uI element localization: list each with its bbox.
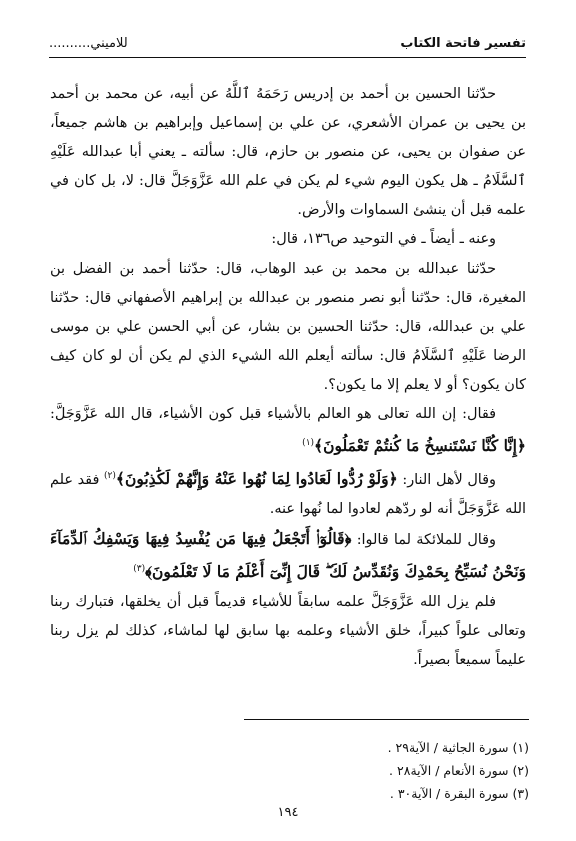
footnote-mark-2: (٢) — [104, 471, 116, 482]
paragraph-4: فقال: إن الله تعالى هو العالم بالأشياء قبل كون الأشياء، قال الله عَزَّوَجَلَّ: ﴿إِنَّا كُنَّا نَسْتَنسِخُ مَا كُنتُمْ تَعْمَلُونَ﴾$^{(١)}$ — [50, 406, 526, 455]
quran-verse-2: ﴿وَلَوْ رُدُّوا لَعَادُوا لِمَا نُهُوا عَنْهُ وَإِنَّهُمْ لَكَٰذِبُونَ﴾ — [115, 468, 398, 488]
footnote-1: (١) سورة الجاثية / الآية٢٩ . — [387, 740, 529, 755]
main-text — [50, 80, 526, 675]
footnote-separator — [244, 719, 529, 720]
page-number: ١٩٤ — [277, 805, 299, 820]
paragraph-7: فلم يزل الله عَزَّوَجَلَّ علمه سابقاً للأشياء قديماً قبل أن يخلقها، فتبارك ربنا وتعالى علواً كبيراً، خلق الأشياء وعلمه بها سابق لها لماشاء، كذلك لم يزل ربنا عليماً سميعاً بصيراً. — [50, 593, 526, 669]
footnote-mark-3: (٣) — [133, 564, 146, 575]
paragraph-2: وعنه ـ أيضاً ـ في التوحيد ص١٣٦، قال: — [271, 231, 496, 248]
paragraph-6: وقال للملائكة لما قالوا: ﴿قَالُوٓا۟ أَتَجْعَلُ فِيهَا مَن يُفْسِدُ فِيهَا وَيَسْفِكُ ٱلدِّمَآءَ وَنَحْنُ نُسَبِّحُ بِحَمْدِكَ وَنُقَدِّسُ لَكَ ۖ قَالَ إِنِّىٓ أَعْلَمُ مَا لَا تَعْلَمُونَ﴾$^{(٣)}$ — [50, 529, 526, 581]
header-author: ..........للاميني — [49, 36, 128, 51]
footnote-mark-1: (١) — [302, 438, 315, 449]
paragraph-1: حدّثنا الحسين بن أحمد بن إدريس رَحَمَهُ ٱللَّهُ عن أبيه، عن محمد بن أحمد بن يحيى بن عمران الأشعري، عن علي بن إسماعيل وإبراهيم بن هاشم جميعاً، عن صفوان بن يحيى، عن منصور بن حازم، قال: سألته ـ يعني أبا عبدالله عَلَيْهِ ٱلسَّلَامُ ـ هل يكون اليوم شيء لم يكن في علم الله عَزَّوَجَلَّ قال: لا، بل كان في علمه قبل أن ينشئ السماوات والأرض. — [50, 86, 526, 219]
footnote-3: (٣) سورة البقرة / الآية٣٠ . — [389, 786, 529, 801]
footnote-2: (٢) سورة الأنعام / الآية٢٨ . — [389, 763, 529, 778]
header-book-title: تفسير فاتحة الكتاب — [400, 36, 526, 51]
paragraph-3: حدّثنا عبدالله بن محمد بن عبد الوهاب، قال: حدّثنا أحمد بن الفضل بن المغيرة، قال: حدّثنا أبو نصر منصور بن عبدالله بن إبراهيم الأصفهاني قال: حدّثنا علي بن عبدالله، قال: حدّثنا الحسين بن بشار، عن أبي الحسن علي بن موسى الرضا عَلَيْهِ ٱلسَّلَامُ قال: سألته أيعلم الله الشيء الذي لم يكن أن لو كان كيف كان يكون؟ أو لا يعلم إلا ما يكون؟. — [50, 260, 526, 393]
paragraph-5: وقال لأهل النار: ﴿وَلَوْ رُدُّوا لَعَادُوا لِمَا نُهُوا عَنْهُ وَإِنَّهُمْ لَكَٰذِبُونَ﴾$^{(٢)}$ فقد علم الله عَزَّوَجَلَّ أنه لو ردّهم لعادوا لما نُهوا عنه. — [50, 468, 526, 517]
quran-verse-3: ﴿قَالُوٓا۟ أَتَجْعَلُ فِيهَا مَن يُفْسِدُ فِيهَا وَيَسْفِكُ ٱلدِّمَآءَ وَنَحْنُ نُسَبِّحُ بِحَمْدِكَ وَنُقَدِّسُ لَكَ ۖ قَالَ إِنِّىٓ أَعْلَمُ مَا لَا تَعْلَمُونَ﴾ — [50, 529, 526, 581]
running-header — [49, 34, 526, 54]
footnotes — [50, 736, 529, 805]
header-rule — [49, 57, 526, 58]
quran-verse-1: ﴿إِنَّا كُنَّا نَسْتَنسِخُ مَا كُنتُمْ تَعْمَلُونَ﴾ — [314, 435, 526, 455]
